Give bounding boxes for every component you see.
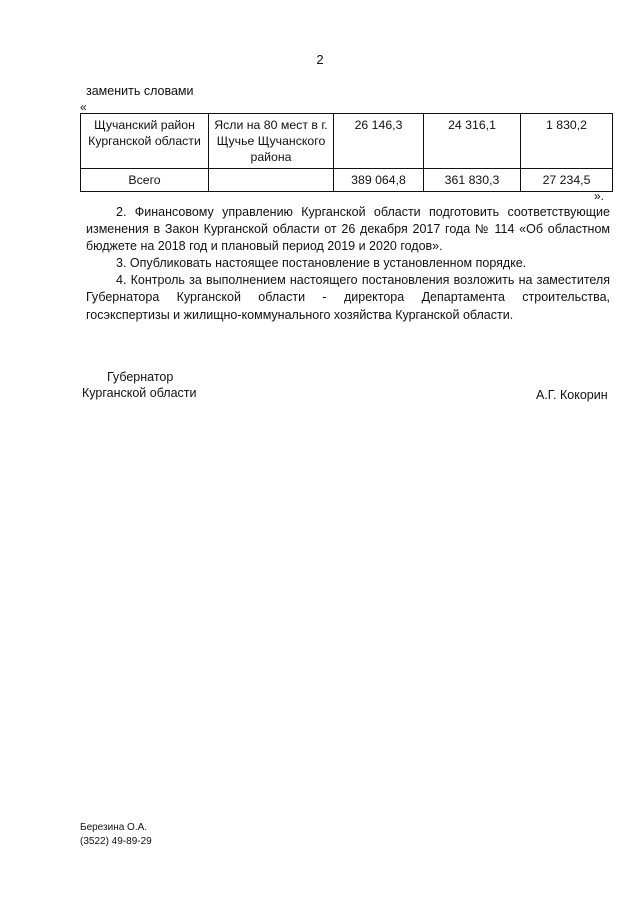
table-cell-object: Ясли на 80 мест в г. Щучье Щучанского района [209, 114, 334, 169]
signatory-region: Курганской области [82, 386, 197, 400]
table-cell-federal: 24 316,1 [424, 114, 521, 169]
table-row [81, 114, 613, 169]
opening-quote: « [80, 100, 87, 114]
table-cell-sum-total: 389 064,8 [334, 169, 424, 192]
closing-quote: ». [594, 189, 605, 203]
table-cell-total: 26 146,3 [334, 114, 424, 169]
executor-name: Березина О.А. [80, 822, 148, 833]
table-row-total [81, 169, 613, 192]
paragraph-control: 4. Контроль за выполнением настоящего постановления возложить на заместителя Губернатора Курганской области - директора Департамента строительства, госэкспертизы и жилищно-коммунального хозяйства Курганской области. [86, 273, 610, 322]
table-cell-sum-regional: 27 234,5 [521, 169, 613, 192]
table-cell-district: Щучанский район Курганской области [81, 114, 209, 169]
replace-label: заменить словами [86, 84, 194, 98]
executor-phone: (3522) 49-89-29 [80, 836, 152, 847]
signatory-title: Губернатор [107, 370, 174, 384]
funding-table [80, 113, 613, 192]
table-cell-sum-federal: 361 830,3 [424, 169, 521, 192]
table-cell-empty [209, 169, 334, 192]
table-cell-regional: 1 830,2 [521, 114, 613, 169]
resolution-paragraphs [86, 204, 610, 324]
paragraph-finance: 2. Финансовому управлению Курганской области подготовить соответствующие изменения в Закон Курганской области от 26 декабря 2017 года № 114 «Об областном бюджете на 2018 год и плановый период 2019 и 2020 годов». [86, 205, 610, 254]
signatory-name: А.Г. Кокорин [536, 388, 608, 402]
paragraph-publish: 3. Опубликовать настоящее постановление в установленном порядке. [116, 256, 527, 271]
table-cell-total-label: Всего [81, 169, 209, 192]
page-number: 2 [316, 52, 324, 67]
